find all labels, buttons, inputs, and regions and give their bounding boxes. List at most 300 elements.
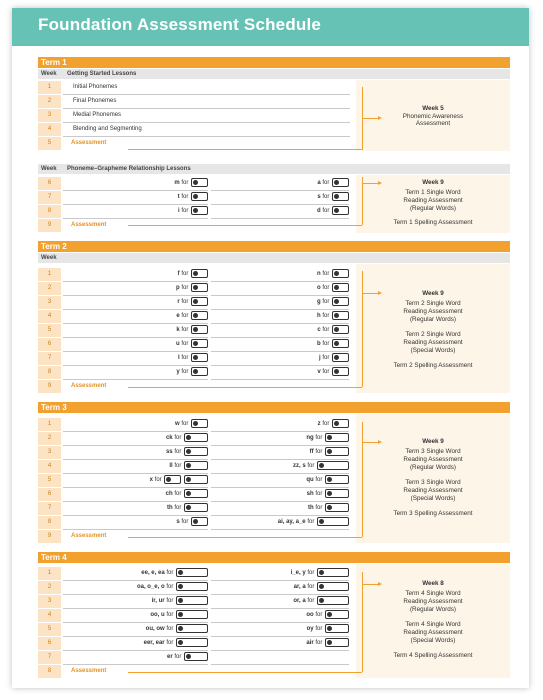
grapheme-text: h — [316, 313, 321, 319]
grapheme-cell — [211, 338, 349, 352]
for-text: for — [179, 313, 190, 319]
bracket-connector — [351, 177, 363, 225]
grapheme-text: ai, ay, a_e — [277, 519, 306, 525]
grapheme-text: ar, a — [293, 584, 306, 590]
grapheme-cell — [63, 282, 208, 296]
for-text: for — [313, 505, 324, 511]
week-number: 6 — [38, 488, 61, 501]
week-number: 5 — [38, 474, 61, 487]
for-text: for — [313, 449, 324, 455]
grapheme-text: t — [177, 194, 180, 200]
grapheme-cell — [211, 637, 349, 651]
picture-card-icon — [184, 461, 208, 470]
week-number: 2 — [38, 581, 61, 594]
grapheme-cell — [63, 205, 208, 219]
grapheme-cell — [211, 581, 349, 595]
grapheme-cell — [211, 418, 349, 432]
grapheme-cell — [63, 432, 208, 446]
grapheme-cell — [63, 446, 208, 460]
side-line: Term 4 Spelling Assessment — [393, 652, 473, 659]
week-number: 9 — [38, 530, 61, 543]
for-text: for — [172, 491, 183, 497]
for-text: for — [179, 208, 190, 214]
for-text: for — [305, 570, 316, 576]
grapheme-cell — [211, 205, 349, 219]
side-line: Reading Assessment — [403, 339, 463, 346]
picture-card-icon — [332, 311, 349, 320]
grapheme-cell — [211, 446, 349, 460]
side-line: Term 4 Single Word — [405, 590, 461, 597]
week-number: 7 — [38, 651, 61, 664]
grapheme-text: oo — [306, 612, 314, 618]
for-text: for — [313, 491, 324, 497]
week-number: 8 — [38, 205, 61, 218]
picture-card-icon — [325, 475, 349, 484]
grapheme-cell — [211, 352, 349, 366]
grapheme-text: m — [174, 180, 180, 186]
side-line: Phonemic Awareness — [402, 113, 464, 120]
picture-card-icon — [184, 433, 208, 442]
for-text: for — [313, 612, 324, 618]
week-label: Week — [41, 166, 57, 172]
arrow-icon — [362, 118, 378, 119]
week-number: 7 — [38, 352, 61, 365]
assessment-label: Assessment — [71, 140, 107, 146]
picture-card-icon — [332, 178, 349, 187]
picture-card-icon — [184, 447, 208, 456]
side-line: Term 2 Spelling Assessment — [393, 362, 473, 369]
side-line: Reading Assessment — [403, 456, 463, 463]
picture-card-icon — [332, 353, 349, 362]
term-3-header: Term 3 — [38, 402, 510, 413]
picture-card-icon — [184, 652, 208, 661]
for-text: for — [164, 570, 175, 576]
week-number: 3 — [38, 296, 61, 309]
side-line: Reading Assessment — [403, 629, 463, 636]
grapheme-cell — [211, 324, 349, 338]
assessment-line — [128, 149, 362, 150]
title-banner — [12, 8, 529, 46]
grapheme-text: u — [175, 341, 180, 347]
for-text: for — [320, 355, 331, 361]
grapheme-cell — [211, 460, 349, 474]
grapheme-text: i — [177, 208, 180, 214]
grapheme-text: ee, e, ea — [141, 570, 165, 576]
side-line: Term 2 Single Word — [405, 331, 461, 338]
lesson-cell — [63, 109, 350, 123]
picture-card-icon — [191, 283, 208, 292]
picture-card-icon — [164, 475, 181, 484]
week-number: 5 — [38, 324, 61, 337]
for-text: for — [179, 271, 190, 277]
week-number: 6 — [38, 338, 61, 351]
side-week: Week 9 — [422, 438, 444, 445]
assessment-label: Assessment — [71, 668, 107, 674]
grapheme-text: ir, ur — [151, 598, 165, 604]
arrow-icon — [362, 442, 378, 443]
week-number: 3 — [38, 109, 61, 122]
for-text: for — [320, 369, 331, 375]
for-text: for — [179, 299, 190, 305]
for-text: for — [320, 271, 331, 277]
for-text: for — [305, 519, 316, 525]
week-number: 7 — [38, 502, 61, 515]
grapheme-text: d — [316, 208, 321, 214]
for-text: for — [313, 435, 324, 441]
side-line: Term 3 Spelling Assessment — [393, 510, 473, 517]
grapheme-cell — [63, 418, 208, 432]
picture-card-icon — [332, 297, 349, 306]
picture-card-icon — [191, 419, 208, 428]
for-text: for — [164, 598, 175, 604]
picture-card-icon — [176, 596, 208, 605]
grapheme-cell — [211, 623, 349, 637]
grapheme-text: ss — [165, 449, 173, 455]
picture-card-icon — [176, 638, 208, 647]
grapheme-cell — [63, 324, 208, 338]
grapheme-cell — [63, 268, 208, 282]
arrow-icon — [362, 293, 378, 294]
week-number: 3 — [38, 595, 61, 608]
grapheme-cell — [211, 488, 349, 502]
for-text: for — [320, 313, 331, 319]
for-text: for — [164, 640, 175, 646]
picture-card-icon — [191, 353, 208, 362]
week-number: 1 — [38, 268, 61, 281]
term-1-section — [38, 57, 510, 235]
side-week: Week 9 — [422, 179, 444, 186]
week-number: 1 — [38, 418, 61, 431]
side-week: Week 8 — [422, 580, 444, 587]
for-text: for — [320, 299, 331, 305]
for-text: for — [305, 598, 316, 604]
lesson-cell — [63, 81, 350, 95]
side-line: (Special Words) — [410, 495, 456, 502]
for-text: for — [179, 369, 190, 375]
term-4-header: Term 4 — [38, 552, 510, 563]
picture-card-icon — [191, 339, 208, 348]
picture-card-icon — [184, 475, 208, 484]
grapheme-cell — [211, 310, 349, 324]
side-line: Term 2 Single Word — [405, 300, 461, 307]
week-number: 9 — [38, 380, 61, 393]
term-1-subheader-a — [38, 69, 510, 79]
picture-card-icon — [332, 206, 349, 215]
grapheme-cell — [63, 296, 208, 310]
picture-card-icon — [176, 624, 208, 633]
lesson-text: Initial Phonemes — [73, 84, 118, 90]
for-text: for — [172, 449, 183, 455]
grapheme-text: s — [317, 194, 321, 200]
grapheme-cell — [63, 352, 208, 366]
for-text: for — [172, 435, 183, 441]
picture-card-icon — [332, 339, 349, 348]
grapheme-cell — [63, 338, 208, 352]
lesson-text: Blending and Segmenting — [73, 126, 142, 132]
grapheme-text: z — [317, 421, 321, 427]
grapheme-text: er — [166, 654, 173, 660]
grapheme-text: j — [318, 355, 321, 361]
assessment-line — [128, 387, 362, 388]
grapheme-text: or, a — [293, 598, 306, 604]
grapheme-text: th — [166, 505, 173, 511]
grapheme-cell — [211, 177, 349, 191]
week-number: 2 — [38, 95, 61, 108]
side-line: (Special Words) — [410, 347, 456, 354]
side-week: Week 5 — [422, 105, 444, 112]
grapheme-cell — [211, 268, 349, 282]
bracket-connector — [351, 271, 363, 387]
picture-card-icon — [317, 596, 349, 605]
side-line: Reading Assessment — [403, 197, 463, 204]
week-number: 1 — [38, 81, 61, 94]
grapheme-cell — [63, 488, 208, 502]
for-text: for — [313, 626, 324, 632]
week-number: 8 — [38, 516, 61, 529]
picture-card-icon — [325, 638, 349, 647]
lesson-cell — [63, 123, 350, 137]
grapheme-text: w — [174, 421, 180, 427]
week-label: Week — [41, 71, 57, 77]
grapheme-cell — [63, 516, 208, 530]
grapheme-text: r — [177, 299, 180, 305]
picture-card-icon — [332, 283, 349, 292]
grapheme-cell — [63, 177, 208, 191]
assessment-label: Assessment — [71, 533, 107, 539]
lesson-text: Medial Phonemes — [73, 112, 122, 118]
grapheme-text: g — [316, 299, 321, 305]
for-text: for — [320, 341, 331, 347]
week-number: 4 — [38, 123, 61, 136]
grapheme-text: zz, s — [292, 463, 306, 469]
for-text: for — [179, 519, 190, 525]
side-line: Term 1 Single Word — [405, 189, 461, 196]
picture-card-icon — [191, 311, 208, 320]
grapheme-cell — [63, 651, 208, 665]
for-text: for — [152, 477, 164, 483]
week-number: 1 — [38, 567, 61, 580]
term-2-side — [356, 264, 510, 393]
grapheme-text: k — [176, 327, 180, 333]
arrow-icon — [362, 183, 378, 184]
picture-card-icon — [317, 582, 349, 591]
grapheme-text: y — [176, 369, 180, 375]
for-text: for — [179, 341, 190, 347]
term-2-header: Term 2 — [38, 241, 510, 252]
assessment-line — [128, 225, 362, 226]
grapheme-cell — [211, 516, 349, 530]
for-text: for — [320, 180, 331, 186]
picture-card-icon — [176, 610, 208, 619]
grapheme-text: oa, o_e, o — [136, 584, 165, 590]
picture-card-icon — [191, 297, 208, 306]
lesson-text: Final Phonemes — [73, 98, 117, 104]
grapheme-text: v — [317, 369, 321, 375]
picture-card-icon — [191, 367, 208, 376]
lesson-cell — [63, 95, 350, 109]
week-number: 6 — [38, 637, 61, 650]
picture-card-icon — [317, 461, 349, 470]
picture-card-icon — [191, 269, 208, 278]
picture-card-icon — [325, 624, 349, 633]
section-title: Phoneme–Grapheme Relationship Lessons — [67, 166, 191, 172]
grapheme-cell — [211, 595, 349, 609]
grapheme-text: i_e, y — [290, 570, 306, 576]
for-text: for — [172, 654, 183, 660]
for-text: for — [305, 463, 316, 469]
picture-card-icon — [325, 447, 349, 456]
grapheme-cell — [211, 296, 349, 310]
grapheme-text: a — [317, 180, 321, 186]
grapheme-text: th — [307, 505, 314, 511]
grapheme-cell — [63, 502, 208, 516]
picture-card-icon — [332, 192, 349, 201]
grapheme-cell — [63, 191, 208, 205]
grapheme-cell — [211, 651, 349, 665]
picture-card-icon — [176, 568, 208, 577]
week-number: 8 — [38, 366, 61, 379]
grapheme-text: eer, ear — [143, 640, 165, 646]
week-number: 4 — [38, 310, 61, 323]
assessment-line — [128, 537, 362, 538]
term-1-header: Term 1 — [38, 57, 510, 68]
grapheme-cell — [211, 474, 349, 488]
picture-card-icon — [176, 582, 208, 591]
grapheme-cell — [63, 567, 208, 581]
picture-card-icon — [325, 433, 349, 442]
grapheme-cell — [63, 581, 208, 595]
assessment-label: Assessment — [71, 222, 107, 228]
grapheme-text: p — [175, 285, 180, 291]
for-text: for — [179, 180, 190, 186]
side-line: Term 3 Single Word — [405, 448, 461, 455]
for-text: for — [179, 285, 190, 291]
term-4-section — [38, 552, 510, 680]
grapheme-text: oo, u — [150, 612, 165, 618]
side-line: (Regular Words) — [409, 464, 457, 471]
grapheme-text: sh — [306, 491, 314, 497]
side-line: Assessment — [415, 120, 451, 127]
grapheme-text: ng — [306, 435, 314, 441]
picture-card-icon — [184, 503, 208, 512]
grapheme-text: ll — [169, 463, 173, 469]
week-number: 4 — [38, 460, 61, 473]
picture-card-icon — [191, 206, 208, 215]
side-line: (Regular Words) — [409, 316, 457, 323]
picture-card-icon — [325, 489, 349, 498]
grapheme-text: b — [316, 341, 321, 347]
picture-card-icon — [191, 178, 208, 187]
for-text: for — [320, 285, 331, 291]
week-number: 6 — [38, 177, 61, 190]
grapheme-cell — [63, 609, 208, 623]
grapheme-cell — [63, 595, 208, 609]
for-text: for — [179, 421, 190, 427]
picture-card-icon — [332, 325, 349, 334]
grapheme-cell — [63, 460, 208, 474]
section-title: Getting Started Lessons — [67, 71, 137, 77]
grapheme-text: qu — [306, 477, 314, 483]
grapheme-text: n — [316, 271, 321, 277]
page-title: Foundation Assessment Schedule — [38, 15, 322, 34]
grapheme-text: oy — [306, 626, 314, 632]
week-number: 5 — [38, 137, 61, 150]
grapheme-text: ff — [309, 449, 314, 455]
grapheme-cell — [211, 432, 349, 446]
grapheme-text: ch — [165, 491, 173, 497]
grapheme-text: o — [316, 285, 321, 291]
grapheme-text: air — [306, 640, 314, 646]
for-text: for — [164, 612, 175, 618]
assessment-line — [128, 672, 362, 673]
term-2-subheader — [38, 253, 510, 263]
picture-card-icon — [184, 489, 208, 498]
picture-card-icon — [332, 419, 349, 428]
assessment-label: Assessment — [71, 383, 107, 389]
picture-card-icon — [325, 503, 349, 512]
for-text: for — [164, 626, 175, 632]
side-week: Week 9 — [422, 290, 444, 297]
grapheme-text: x — [149, 477, 153, 483]
grapheme-cell — [63, 623, 208, 637]
grapheme-cell — [211, 502, 349, 516]
grapheme-cell — [211, 567, 349, 581]
grapheme-cell — [211, 282, 349, 296]
side-line: Reading Assessment — [403, 308, 463, 315]
term-3-section — [38, 402, 510, 545]
picture-card-icon — [191, 192, 208, 201]
side-line: (Regular Words) — [409, 205, 457, 212]
grapheme-text: f — [177, 271, 180, 277]
for-text: for — [313, 477, 324, 483]
for-text: for — [320, 421, 331, 427]
grapheme-cell — [211, 366, 349, 380]
term-1-subheader-b — [38, 164, 510, 174]
for-text: for — [320, 327, 331, 333]
week-number: 5 — [38, 623, 61, 636]
week-label: Week — [41, 255, 57, 261]
week-number: 4 — [38, 609, 61, 622]
term-3-side — [356, 414, 510, 543]
side-line: Term 4 Single Word — [405, 621, 461, 628]
for-text: for — [164, 584, 175, 590]
side-line: Term 1 Spelling Assessment — [393, 219, 473, 226]
for-text: for — [179, 355, 190, 361]
bracket-connector — [351, 572, 363, 672]
assessment-schedule-page — [12, 8, 529, 688]
week-number: 9 — [38, 219, 61, 232]
grapheme-cell — [63, 366, 208, 380]
for-text: for — [172, 505, 183, 511]
grapheme-text: l — [177, 355, 180, 361]
picture-card-icon — [191, 325, 208, 334]
week-number: 2 — [38, 432, 61, 445]
term-2-section — [38, 241, 510, 395]
picture-card-icon — [317, 568, 349, 577]
for-text: for — [313, 640, 324, 646]
side-line: Term 3 Single Word — [405, 479, 461, 486]
for-text: for — [179, 327, 190, 333]
grapheme-cell — [211, 609, 349, 623]
week-number: 7 — [38, 191, 61, 204]
grapheme-text: c — [317, 327, 321, 333]
for-text: for — [320, 208, 331, 214]
grapheme-cell — [63, 474, 208, 488]
for-text: for — [320, 194, 331, 200]
picture-card-icon — [332, 269, 349, 278]
bracket-connector — [351, 422, 363, 537]
grapheme-text: e — [176, 313, 180, 319]
